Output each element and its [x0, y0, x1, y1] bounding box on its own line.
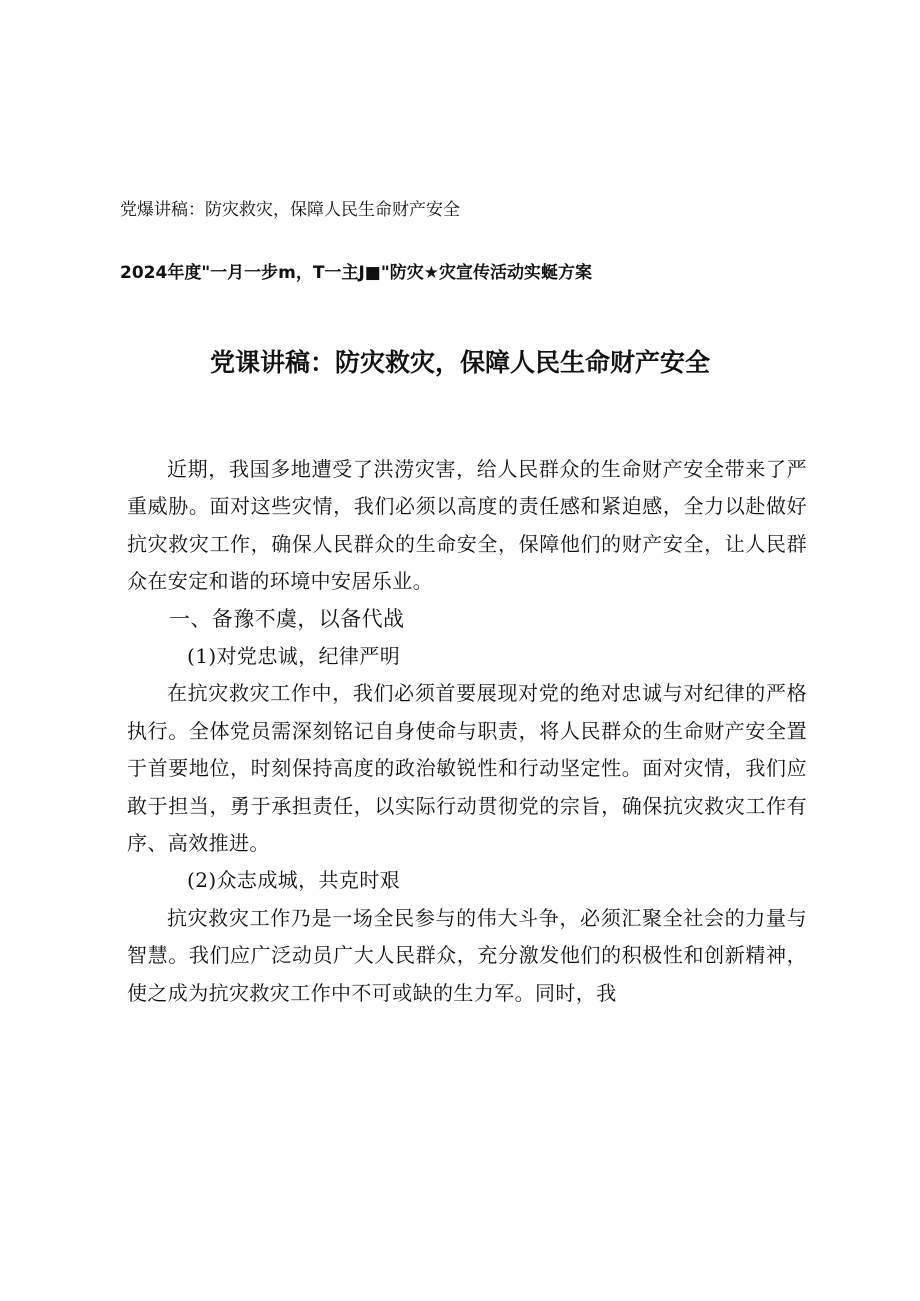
document-title: 党课讲稿：防灾救灾，保障人民生命财产安全 — [209, 348, 710, 377]
subsection-paragraph-1: 在抗灾救灾工作中，我们必须首要展现对党的绝对忠诚与对纪律的严格执行。全体党员需深刻铭记自身使命与职责，将人民群众的生命财产安全置于首要地位，时刻保持高度的政治敏锐性和行动坚定性。面对灾情，我们应敢于担当，勇于承担责任，以实际行动贯彻党的宗旨，确保抗灾救灾工作有序、高效推进。 — [127, 681, 807, 856]
section-heading-1: 一、备豫不虞，以备代战 — [169, 606, 405, 631]
subsection-heading-1: (1)对党忠诚，纪律严明 — [187, 644, 401, 669]
toc-entry-1[interactable]: 党爆讲稿：防灾救灾，保障人民生命财产安全 — [120, 200, 460, 220]
subsection-paragraph-2: 抗灾救灾工作乃是一场全民参与的伟大斗争，必须汇聚全社会的力量与智慧。我们应广泛动员广大人民群众，充分激发他们的积极性和创新精神，使之成为抗灾救灾工作中不可或缺的生力军。同时，我 — [127, 905, 807, 1005]
toc-entry-2[interactable]: 2024年度"一月一步m，T一主J■"防灾★灾宣传活动实蜒方案 — [120, 263, 592, 283]
subsection-heading-2: (2)众志成城，共克时艰 — [187, 868, 401, 893]
document-body — [127, 451, 807, 1012]
intro-paragraph: 近期，我国多地遭受了洪涝灾害，给人民群众的生命财产安全带来了严重威胁。面对这些灾情，我们必须以高度的责任感和紧迫感，全力以赴做好抗灾救灾工作，确保人民群众的生命安全，保障他们的财产安全，让人民群众在安定和谐的环境中安居乐业。 — [127, 457, 807, 594]
